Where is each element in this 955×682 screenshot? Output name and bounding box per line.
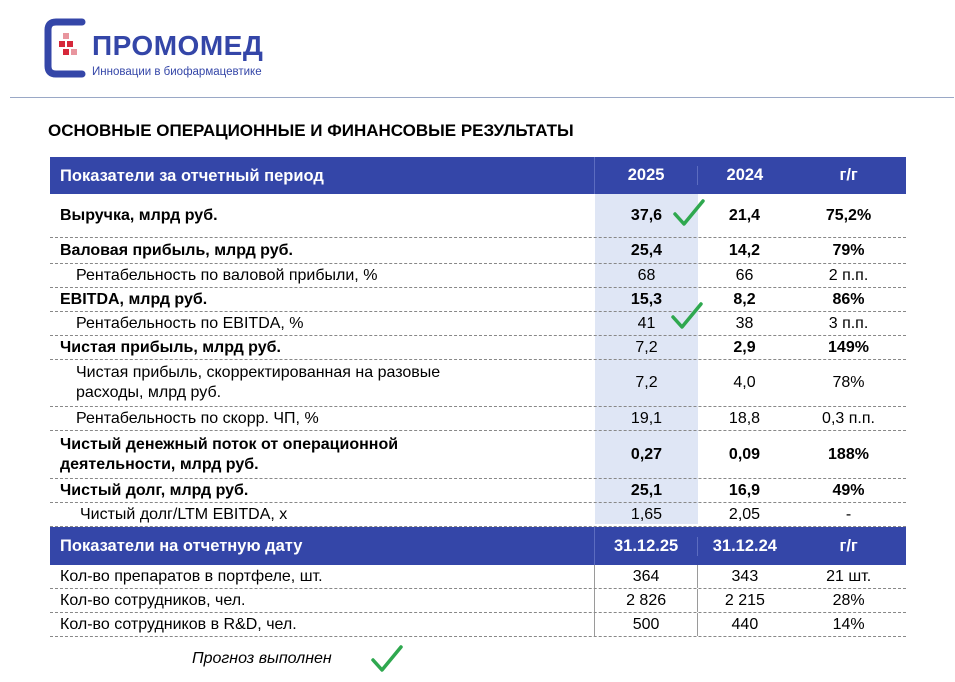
value-2025: 25,1	[630, 481, 663, 499]
table-row	[50, 431, 906, 479]
row-label	[50, 363, 595, 403]
value-2025: 7,2	[635, 374, 658, 391]
header-date-2024: 31.12.24	[697, 537, 791, 556]
divider	[10, 97, 954, 98]
value-2025: 25,4	[630, 241, 663, 259]
value-yoy: -	[845, 505, 852, 523]
value-yoy: 188%	[828, 445, 869, 463]
value-yoy: 3 п.п.	[828, 314, 869, 332]
value-2025: 500	[594, 613, 699, 636]
row-label: Чистая прибыль, млрд руб.	[60, 338, 281, 356]
header-indicator: Показатели на отчетную дату	[60, 537, 303, 555]
value-2024: 0,09	[728, 445, 761, 463]
value-2025: 2 826	[594, 589, 699, 612]
value-2024: 66	[735, 266, 754, 284]
value-2024: 21,4	[728, 206, 761, 224]
value-2024: 16,9	[728, 481, 761, 499]
value-yoy: 75,2%	[825, 206, 872, 224]
value-2024: 343	[731, 567, 759, 585]
value-2024: 8,2	[733, 290, 756, 308]
value-2024: 2,05	[728, 505, 761, 523]
value-yoy: 14%	[832, 615, 865, 633]
row-label: EBITDA, млрд руб.	[60, 290, 208, 308]
value-2024: 38	[735, 314, 754, 332]
header-yoy: г/г	[839, 166, 858, 184]
table-row	[50, 479, 906, 503]
table-row	[50, 194, 906, 238]
value-2024: 440	[731, 615, 759, 633]
value-2024: 14,2	[728, 241, 761, 259]
row-label: Рентабельность по скорр. ЧП, %	[76, 409, 319, 427]
value-yoy: 149%	[828, 338, 869, 356]
check-icon	[370, 644, 404, 674]
row-label: Кол-во препаратов в портфеле, шт.	[60, 567, 323, 585]
row-label: Валовая прибыль, млрд руб.	[60, 241, 293, 259]
value-2025: 37,6	[630, 206, 663, 224]
value-2024: 4,0	[733, 374, 756, 391]
value-yoy: 49%	[832, 481, 865, 499]
value-yoy: 79%	[832, 241, 865, 259]
value-2025: 41	[637, 314, 656, 332]
value-yoy: 28%	[832, 591, 865, 609]
row-label: Рентабельность по валовой прибыли, %	[76, 266, 378, 284]
forecast-note-text: Прогноз выполнен	[192, 650, 332, 667]
value-2025: 0,27	[630, 445, 663, 463]
table-row	[50, 288, 906, 312]
value-2024: 2 215	[724, 591, 765, 609]
value-yoy: 86%	[832, 290, 865, 308]
brand-tagline: Инновации в биофармацевтике	[92, 66, 262, 78]
brand-name: ПРОМОМЕД	[92, 30, 264, 61]
row-label-line1: Чистая прибыль, скорректированная на разовые	[76, 364, 441, 381]
table-row	[50, 503, 906, 527]
table-row	[50, 613, 906, 637]
table-row	[50, 407, 906, 431]
header-yoy: г/г	[839, 536, 858, 555]
table-row	[50, 360, 906, 407]
value-2025: 19,1	[630, 409, 663, 427]
table-row	[50, 312, 906, 336]
row-label	[50, 435, 595, 475]
row-label-line2: деятельности, млрд руб.	[60, 455, 259, 473]
row-label: Кол-во сотрудников в R&D, чел.	[60, 615, 297, 633]
row-label-line1: Чистый денежный поток от операционной	[60, 435, 399, 453]
page-title: ОСНОВНЫЕ ОПЕРАЦИОННЫЕ И ФИНАНСОВЫЕ РЕЗУЛЬТАТЫ	[48, 121, 574, 140]
value-yoy: 21 шт.	[826, 567, 872, 585]
row-label: Рентабельность по EBITDA, %	[76, 314, 304, 332]
row-label: Чистый долг, млрд руб.	[60, 481, 249, 499]
date-table-header	[50, 527, 906, 565]
row-label: Кол-во сотрудников, чел.	[60, 591, 246, 609]
check-icon	[670, 301, 704, 331]
header-2025: 2025	[594, 157, 698, 194]
table-row	[50, 336, 906, 360]
value-2025: 364	[594, 565, 699, 588]
table-row	[50, 565, 906, 589]
row-label: Выручка, млрд руб.	[60, 206, 218, 224]
header-date-2025: 31.12.25	[594, 527, 698, 565]
value-2025: 15,3	[630, 290, 663, 308]
table-row	[50, 589, 906, 613]
value-yoy: 0,3 п.п.	[822, 409, 875, 427]
logo	[42, 18, 302, 80]
row-label-line2: расходы, млрд руб.	[76, 384, 222, 401]
row-label: Чистый долг/LTM EBITDA, x	[80, 505, 288, 523]
header-2024: 2024	[697, 166, 791, 185]
value-2024: 2,9	[733, 338, 756, 356]
value-2025: 1,65	[630, 505, 663, 523]
value-2025: 68	[637, 266, 656, 284]
table-row	[50, 264, 906, 288]
check-icon	[672, 198, 706, 228]
value-yoy: 2 п.п.	[828, 266, 869, 284]
period-table-header	[50, 157, 906, 194]
value-2025: 7,2	[635, 338, 658, 356]
logo-icon	[42, 18, 88, 80]
value-2024: 18,8	[728, 409, 761, 427]
forecast-note	[192, 650, 332, 668]
value-yoy: 78%	[832, 374, 865, 391]
header-indicator: Показатели за отчетный период	[60, 166, 324, 185]
table-row	[50, 238, 906, 264]
